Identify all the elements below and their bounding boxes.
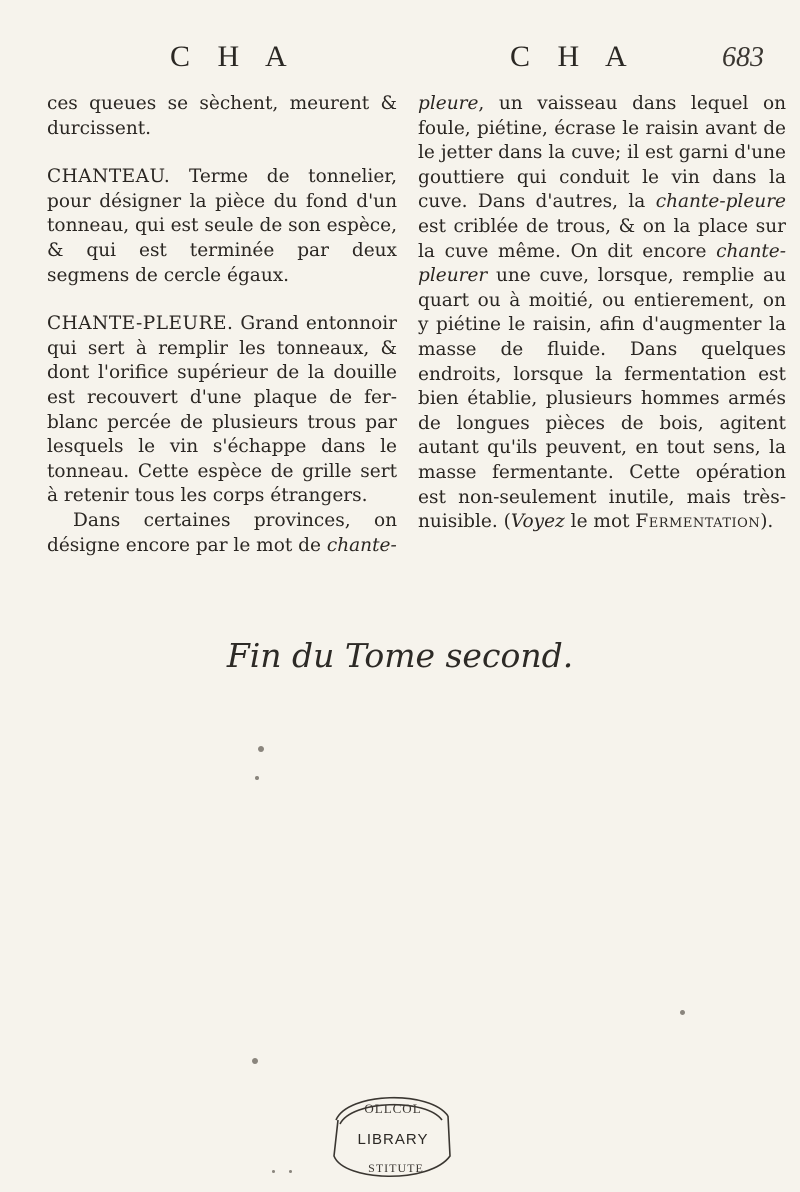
- ink-speck: [252, 1058, 258, 1064]
- headword-chanteau: CHANTEAU.: [47, 166, 171, 188]
- colophon: Fin du Tome second.: [226, 636, 574, 675]
- entry-continuation-right: [418, 92, 786, 535]
- left-column: [47, 92, 397, 558]
- stamp-bottom-text: STITUTE: [368, 1161, 424, 1175]
- paragraph-text: , un vaisseau dans lequel on foule, piétine, écrase le raisin avant de le jetter dans la cuve; il est garni d'une gouttiere qui conduit le vin dans la cuve. Dans d'autres, la: [418, 93, 786, 213]
- ink-speck: [272, 1170, 275, 1173]
- stamp-top-text: OLLCOL: [364, 1101, 422, 1116]
- paragraph-text: ).: [760, 511, 774, 533]
- entry-text: Grand entonnoir qui sert à remplir les tonneaux, & dont l'orifice supérieur de la douille est recouvert d'une plaque de fer-blanc percée de plusieurs trous par lesquels le vin s'échappe dans le tonneau. Cette espèce de grille sert à retenir tous les corps étrangers.: [47, 313, 397, 507]
- running-head-right: C H A: [510, 40, 637, 73]
- ink-speck: [255, 776, 259, 780]
- library-stamp: [330, 1086, 456, 1188]
- ink-speck: [680, 1010, 685, 1015]
- paragraph-text: est criblée de trous, & on la place sur la cuve même. On dit encore: [418, 215, 786, 262]
- paragraph-continuation: ces queues se sèchent, meurent & durcissent.: [47, 93, 397, 139]
- italic-term: chante-pleure: [655, 191, 786, 213]
- entry-continuation: [47, 509, 397, 558]
- cross-reference: Fermentation: [635, 511, 761, 533]
- entry-chanteau: [47, 165, 397, 288]
- page-number: 683: [722, 42, 764, 73]
- paragraph-text: le mot: [564, 511, 636, 533]
- stamp-library-text: LIBRARY: [357, 1131, 429, 1148]
- headword-chante-pleure: CHANTE-PLEURE.: [47, 313, 234, 335]
- entry-chante-pleure: [47, 312, 397, 509]
- right-column: [418, 92, 786, 535]
- ink-speck: [258, 746, 264, 752]
- running-head-left: C H A: [170, 40, 297, 73]
- ink-speck: [289, 1170, 292, 1173]
- paragraph-text: Dans certaines provinces, on désigne encore par le mot de: [47, 509, 397, 556]
- entry-text: Terme de tonnelier, pour désigner la pièce du fond d'un tonneau, qui est seule de son espèce, & qui est terminée par deux segmens de cercle égaux.: [47, 166, 397, 286]
- italic-term: chante-: [326, 534, 397, 556]
- italic-term: chante-pleurer: [418, 240, 786, 287]
- italic-term: Voyez: [510, 511, 565, 533]
- paragraph-text: une cuve, lorsque, remplie au quart ou à moitié, ou entierement, on y piétine le raisin, afin d'augmenter la masse de fluide. Dans quelques endroits, lorsque la fermentation est bien établie, plusieurs hommes armés de longues pièces de bois, agitent autant qu'ils peuvent, en tout sens, la masse fermentante. Cette opération est non-seulement inutile, mais très-nuisible. (: [418, 265, 786, 533]
- italic-term: pleure: [418, 93, 479, 114]
